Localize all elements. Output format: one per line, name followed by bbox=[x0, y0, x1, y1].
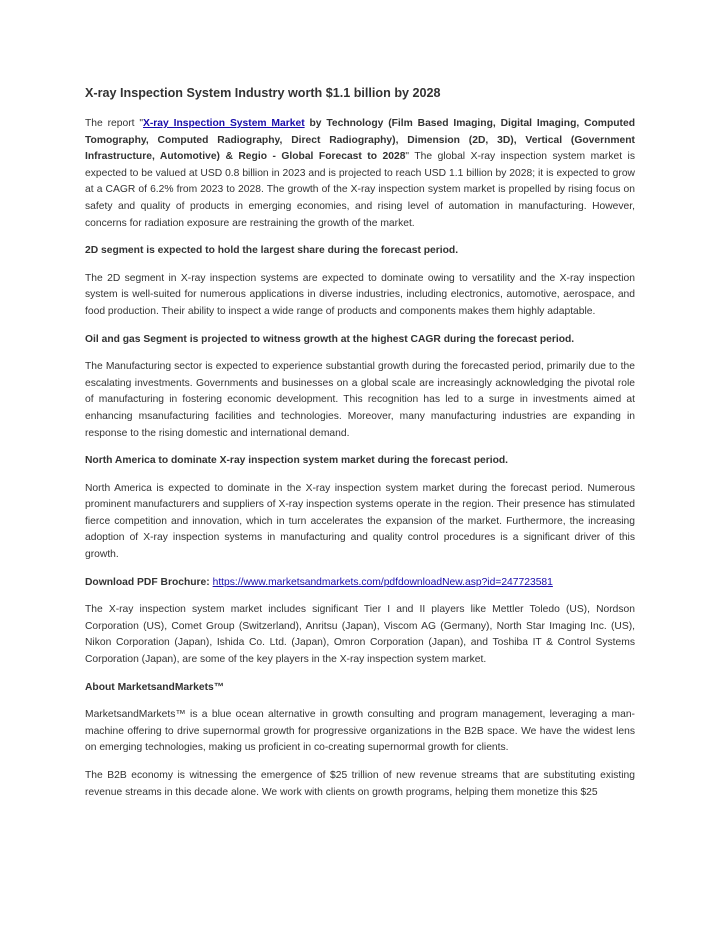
intro-quote-close: " bbox=[405, 151, 410, 163]
paragraph-north-america: North America is expected to dominate in the X-ray inspection system market during the forecast period. Numerous prominent manufacturers and suppliers of X-ray inspection systems operate in the region. Their presence has stimulated fierce competition and innovation, which in turn accelerates the expansion of the market. Furthermore, the increasing adoption of X-ray inspection systems in manufacturing and quality control procedures is a significant driver of this growth. bbox=[85, 482, 635, 561]
brochure-line bbox=[85, 575, 635, 592]
heading-north-america: North America to dominate X-ray inspection system market during the forecast period. bbox=[85, 455, 509, 467]
heading-2d-segment: 2D segment is expected to hold the largest share during the forecast period. bbox=[85, 245, 459, 257]
report-link[interactable]: X-ray Inspection System Market bbox=[143, 118, 305, 129]
heading-oil-gas: Oil and gas Segment is projected to witness growth at the highest CAGR during the forecast period. bbox=[85, 333, 575, 345]
paragraph-about-2: The B2B economy is witnessing the emergence of $25 trillion of new revenue streams that are substituting existing revenue streams in this decade alone. We work with clients on growth programs, helping them monetize this $25 bbox=[85, 770, 635, 798]
paragraph-2d-segment: The 2D segment in X-ray inspection systems are expected to dominate owing to versatility and the X-ray inspection system is well-suited for numerous applications in diverse industries, including electronics, automotive, aerospace, and food production. Their ability to inspect a wide range of products and components makes them highly adaptable. bbox=[85, 272, 635, 317]
paragraph-key-players: The X-ray inspection system market includes significant Tier I and II players like Mettler Toledo (US), Nordson Corporation (US), Comet Group (Switzerland), Anritsu (Japan), Viscom AG (Germany), North Star Imaging Inc. (US), Nikon Corporation (Japan), Ishida Co. Ltd. (Japan), Omron Corporation (Japan), and Toshiba IT & Control Systems Corporation (Japan), are some of the key players in the X-ray inspection system market. bbox=[85, 604, 635, 666]
report-title-rest: by Technology (Film Based Imaging, Digital Imaging, Computed Tomography, Computed Radiography, Direct Radiography), Dimension (2D, 3D), Vertical (Government Infrastructure, Automotive) & Regio - Global Forecast to 2028 bbox=[85, 118, 635, 163]
intro-prefix: The report " bbox=[85, 118, 143, 129]
brochure-label: Download PDF Brochure: bbox=[85, 576, 210, 588]
page-title: X-ray Inspection System Industry worth $1.1 billion by 2028 bbox=[85, 86, 441, 100]
document-page bbox=[85, 84, 635, 812]
intro-body: The global X-ray inspection system market is expected to be valued at USD 0.8 billion in 2023 and is projected to reach USD 1.1 billion by 2028; it is expected to grow at a CAGR of 6.2% from 2023 to 2028. The growth of the X-ray inspection system market is propelled by rising focus on safety and quality of products in emerging economies, and rising level of automation in manufacturing. However, concerns for radiation exposure are restraining the growth of the market. bbox=[85, 151, 635, 229]
heading-about: About MarketsandMarkets™ bbox=[85, 681, 225, 693]
paragraph-manufacturing: The Manufacturing sector is expected to experience substantial growth during the forecasted period, primarily due to the escalating investments. Governments and businesses on a global scale are increasingly acknowledging the pivotal role of manufacturing in fostering economic development. This recognition has led to a surge in investments aimed at enhancing msanufacturing facilities and technologies. Moreover, many manufacturing industries are expanding in response to the rising domestic and international demand. bbox=[85, 361, 635, 439]
paragraph-about-1: MarketsandMarkets™ is a blue ocean alternative in growth consulting and program management, leveraging a man-machine offering to drive supernormal growth for progressive organizations in the B2B space. We have the widest lens on emerging technologies, making us proficient in co-creating supernormal growth for clients. bbox=[85, 709, 635, 754]
intro-paragraph bbox=[85, 116, 635, 232]
brochure-link[interactable]: https://www.marketsandmarkets.com/pdfdownloadNew.asp?id=247723581 bbox=[212, 576, 553, 588]
